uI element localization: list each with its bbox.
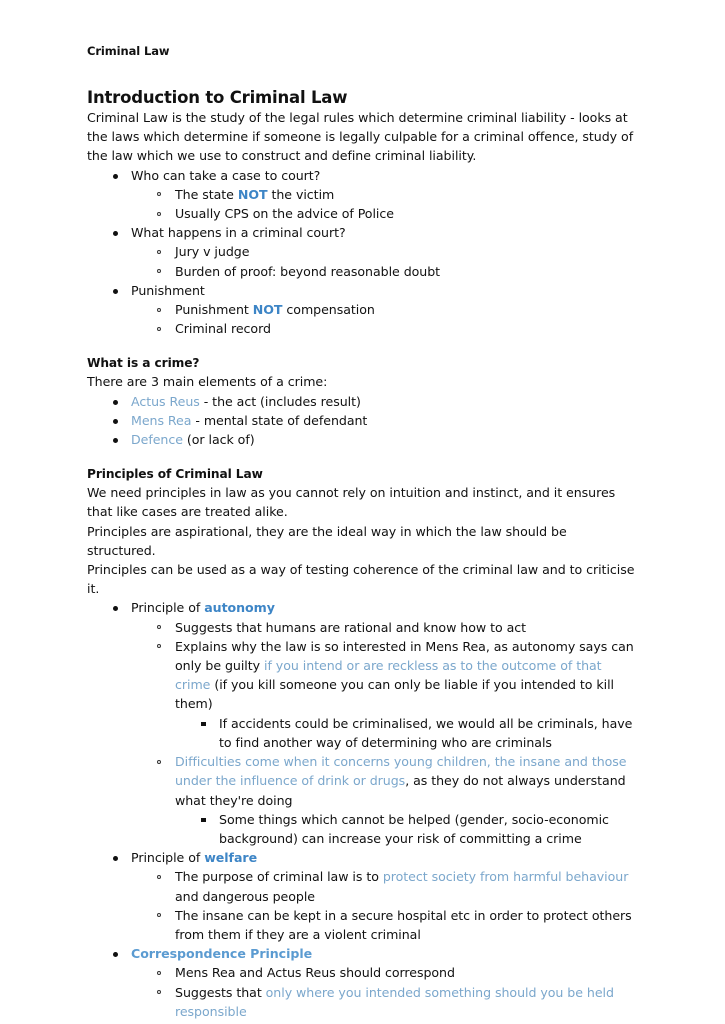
list-item-label: Some things which cannot be helped (gender, socio-economic background) can increase your risk of committing a crime <box>219 811 609 846</box>
list-item-label: Burden of proof: beyond reasonable doubt <box>175 263 441 279</box>
highlight-text: if you intend or are reckless as to the outcome of that crime <box>175 658 602 693</box>
list-item-label: Usually CPS on the advice of Police <box>175 206 394 222</box>
principles-paragraph-2: Principles are aspirational, they are the ideal way in which the law should be structured. <box>87 523 567 558</box>
sub-list <box>131 185 638 223</box>
list-item-text-a: Punishment <box>175 302 253 318</box>
element-description: (or lack of) <box>182 432 255 448</box>
list-item-label: Mens Rea and Actus Reus should correspond <box>175 965 455 981</box>
list-item-text-a: Suggests that <box>175 984 266 1000</box>
section-spacer <box>87 338 638 355</box>
principle-label-prefix: Principle of <box>131 600 205 616</box>
section-spacer <box>87 449 638 466</box>
list-item <box>131 204 638 223</box>
list-item <box>87 411 638 430</box>
list-item-text-a: The state <box>175 186 238 202</box>
principle-term: autonomy <box>204 600 275 616</box>
list-item <box>131 319 638 338</box>
list-item <box>131 618 638 637</box>
list-item-text-b: (if you kill someone you can only be liable if you intended to kill them) <box>175 677 615 712</box>
list-item-text-a: The purpose of criminal law is to <box>175 869 383 885</box>
section-heading-what-is-a-crime: What is a crime? <box>87 356 200 371</box>
list-item <box>131 906 638 944</box>
list-item <box>131 185 638 204</box>
list-item-label: Suggests that humans are rational and know how to act <box>175 619 527 635</box>
element-term: Defence <box>131 432 183 448</box>
principles-paragraph-3: Principles can be used as a way of testing coherence of the criminal law and to criticise it. <box>87 562 635 597</box>
list-item <box>131 262 638 281</box>
list-item <box>87 430 638 449</box>
list-item-text-a: Explains why the law is so interested in Mens Rea, as autonomy says can only be guilty <box>175 638 634 674</box>
sub-list <box>131 867 638 944</box>
list-item-text-b: the victim <box>267 186 335 202</box>
sub-list <box>131 963 638 1021</box>
list-item-label: Jury v judge <box>175 244 250 260</box>
list-item-label: Punishment <box>131 282 205 298</box>
document-header: Criminal Law <box>87 44 170 58</box>
list-item <box>131 983 638 1021</box>
list-item-label: What happens in a criminal court? <box>131 225 346 241</box>
principle-term: Correspondence Principle <box>131 946 313 962</box>
list-item <box>87 392 638 411</box>
list-item-label: If accidents could be criminalised, we would all be criminals, have to find another way of determining who are criminals <box>219 715 633 750</box>
crime-elements-list <box>87 392 638 450</box>
list-item <box>131 637 638 752</box>
element-description: - mental state of defendant <box>191 412 368 428</box>
intro-paragraph: Criminal Law is the study of the legal rules which determine criminal liability - looks at the laws which determine if someone is legally culpable for a criminal offence, study of the law which we use to construct and define criminal liability. <box>87 110 634 164</box>
sub-list <box>131 618 638 848</box>
list-item-autonomy <box>87 598 638 848</box>
list-item-welfare <box>87 848 638 944</box>
sub-sub-list <box>175 810 638 848</box>
emphasis-not: NOT <box>252 302 283 318</box>
list-item <box>87 223 638 281</box>
list-item <box>131 963 638 982</box>
page-title: Introduction to Criminal Law <box>87 88 348 107</box>
principles-list <box>87 598 638 1020</box>
list-item-correspondence <box>87 944 638 1021</box>
intro-bullet-list <box>87 166 638 339</box>
list-item <box>131 867 638 905</box>
list-item-label: The insane can be kept in a secure hospital etc in order to protect others from them if they are a violent criminal <box>175 907 632 942</box>
sub-sub-list <box>175 714 638 752</box>
section-heading-principles: Principles of Criminal Law <box>87 467 263 482</box>
list-item <box>175 810 638 848</box>
emphasis-not: NOT <box>237 186 268 202</box>
sub-list <box>131 300 638 338</box>
element-term: Mens Rea <box>131 412 192 428</box>
element-description: - the act (includes result) <box>199 393 361 409</box>
list-item-text-b: compensation <box>282 302 375 318</box>
list-item <box>131 300 638 319</box>
list-item <box>131 242 638 261</box>
list-item-text-b: , as they do not always understand what they're doing <box>175 773 626 808</box>
list-item-label: Criminal record <box>175 321 271 337</box>
principle-term: welfare <box>204 850 258 866</box>
principle-label-prefix: Principle of <box>131 850 205 866</box>
principles-paragraph-1: We need principles in law as you cannot rely on intuition and instinct, and it ensures that like cases are treated alike. <box>87 485 616 520</box>
highlight-text: Difficulties come when it concerns young children, the insane and those under the influence of drink or drugs <box>175 754 627 789</box>
highlight-text: protect society from harmful behaviour <box>382 869 629 885</box>
element-term: Actus Reus <box>131 393 200 409</box>
list-item <box>87 166 638 224</box>
list-item <box>131 752 638 848</box>
list-item <box>175 714 638 752</box>
highlight-text: only where you intended something should you be held responsible <box>175 984 614 1019</box>
list-item-label: Who can take a case to court? <box>131 167 321 183</box>
list-item <box>87 281 638 339</box>
list-item-text-b: and dangerous people <box>175 888 315 904</box>
sub-list <box>131 242 638 280</box>
crime-lead-text: There are 3 main elements of a crime: <box>87 374 328 390</box>
